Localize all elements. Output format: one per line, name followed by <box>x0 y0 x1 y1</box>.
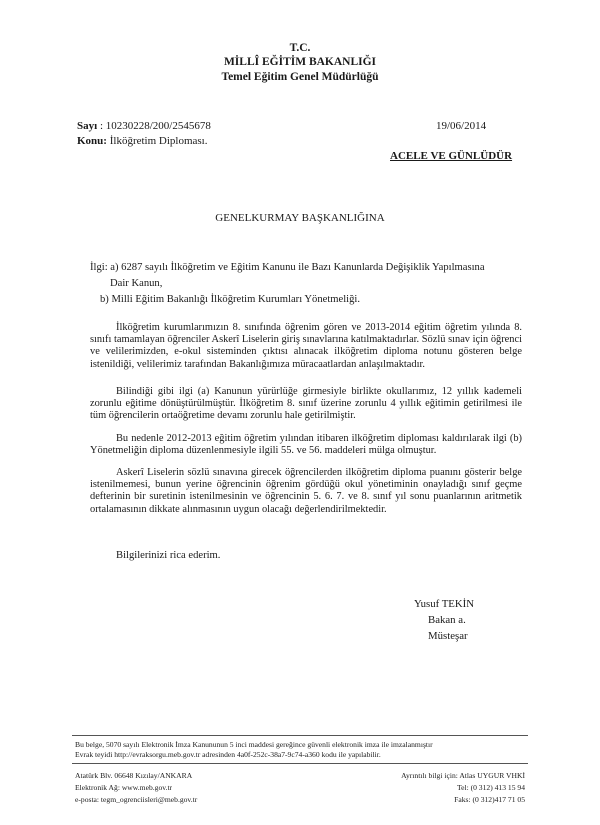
footer-divider-top <box>72 735 528 736</box>
addressee: GENELKURMAY BAŞKANLIĞINA <box>215 212 385 224</box>
footer-fax: Faks: (0 312)417 71 05 <box>454 795 525 804</box>
sayi-value: : 10230228/200/2545678 <box>99 120 211 132</box>
konu-label: Konu: <box>77 135 107 147</box>
ilgi-b-line: b) Milli Eğitim Bakanlığı İlköğretim Kurumları Yönetmeliği. <box>100 294 360 305</box>
sayi-line <box>77 120 211 132</box>
urgency-mark: ACELE VE GÜNLÜDÜR <box>390 150 513 162</box>
esign-notice-line1: Bu belge, 5070 sayılı Elektronik İmza Kanununun 5 inci maddesi gereğince güvenli elektronik imza ile imzalanmıştır <box>75 740 433 749</box>
header-directorate: Temel Eğitim Genel Müdürlüğü <box>221 71 379 83</box>
closing-line: Bilgilerinizi rica ederim. <box>116 550 221 561</box>
footer-address: Atatürk Blv. 06648 Kızılay/ANKARA <box>75 771 193 780</box>
footer-web: Elektronik Ağ: www.meb.gov.tr <box>75 783 173 792</box>
footer-tel: Tel: (0 312) 413 15 94 <box>456 783 525 792</box>
footer-divider-bottom <box>72 763 528 764</box>
signatory-title: Bakan a. <box>428 614 466 626</box>
header-tc: T.C. <box>289 42 311 54</box>
footer-email: e-posta: tegm_ogrenciisleri@meb.gov.tr <box>75 795 198 804</box>
body-paragraph-2: Bilindiği gibi ilgi (a) Kanunun yürürlüğe girmesiyle birlikte okullarımız, 12 yıllık kademeli zorunlu eğitime dönüştürülmüştür. İlköğretim 8. sınıf üzerine zorunlu 4 yıllık eğitimin getirilmesi ile tüm öğrencilerin ortaöğretime devamı zorunlu hale getirilmiştir. <box>90 386 522 422</box>
signatory-position: Müsteşar <box>428 630 468 642</box>
konu-value: İlköğretim Diploması. <box>109 135 208 147</box>
esign-notice-line2: Evrak teyidi http://evraksorgu.meb.gov.tr adresinden 4a0f-252c-38a7-9c74-a360 kodu ile yapılabilir. <box>75 750 381 759</box>
document-date: 19/06/2014 <box>436 120 487 132</box>
sayi-label: Sayı <box>77 120 98 132</box>
konu-line <box>77 135 207 147</box>
ilgi-a-line1: İlgi: a) 6287 sayılı İlköğretim ve Eğitim Kanunu ile Bazı Kanunlarda Değişiklik Yapılmasına <box>90 262 485 273</box>
ilgi-a-line2: Dair Kanun, <box>110 278 163 289</box>
signatory-name: Yusuf TEKİN <box>414 598 475 610</box>
footer-contact: Ayrıntılı bilgi için: Atlas UYGUR VHKİ <box>401 771 525 780</box>
body-paragraph-4: Askerî Liselerin sözlü sınavına girecek öğrencilerden ilköğretim diploma puanını gösterir belge istenilmemesi, bunun yerine öğrencinin öğrenim gördüğü okul yönetiminin onayladığı sınıf geçme defterinin bir suretinin istenilmesinin ve öğrencinin 5. 6. 7. ve 8. sınıf yıl sonu puanlarının aritmetik ortalamasının dikkate alınmasının uygun olacağı değerlendirilmektedir. <box>90 467 522 515</box>
body-paragraph-1: İlköğretim kurumlarımızın 8. sınıfında öğrenim gören ve 2013-2014 eğitim öğretim yılında 8. sınıfı tamamlayan öğrenciler Askerî Liselerin giriş sınavlarına katılmaktadırlar. Sözlü sınav için öğrenci ve velilerimizden, e-okul sisteminden çıktısı alınacak ilköğretim diploma notunu gösteren belge istenildiği, velilerimiz tarafından Bakanlığımıza müracaatlardan anlaşılmaktadır. <box>90 322 522 370</box>
body-paragraph-3: Bu nedenle 2012-2013 eğitim öğretim yılından itibaren ilköğretim diploması kaldırılarak ilgi (b) Yönetmeliğin diploma düzenlenmesiyle ilgili 55. ve 56. maddeleri mülga olmuştur. <box>90 433 522 457</box>
header-ministry: MİLLÎ EĞİTİM BAKANLIĞI <box>223 56 377 68</box>
